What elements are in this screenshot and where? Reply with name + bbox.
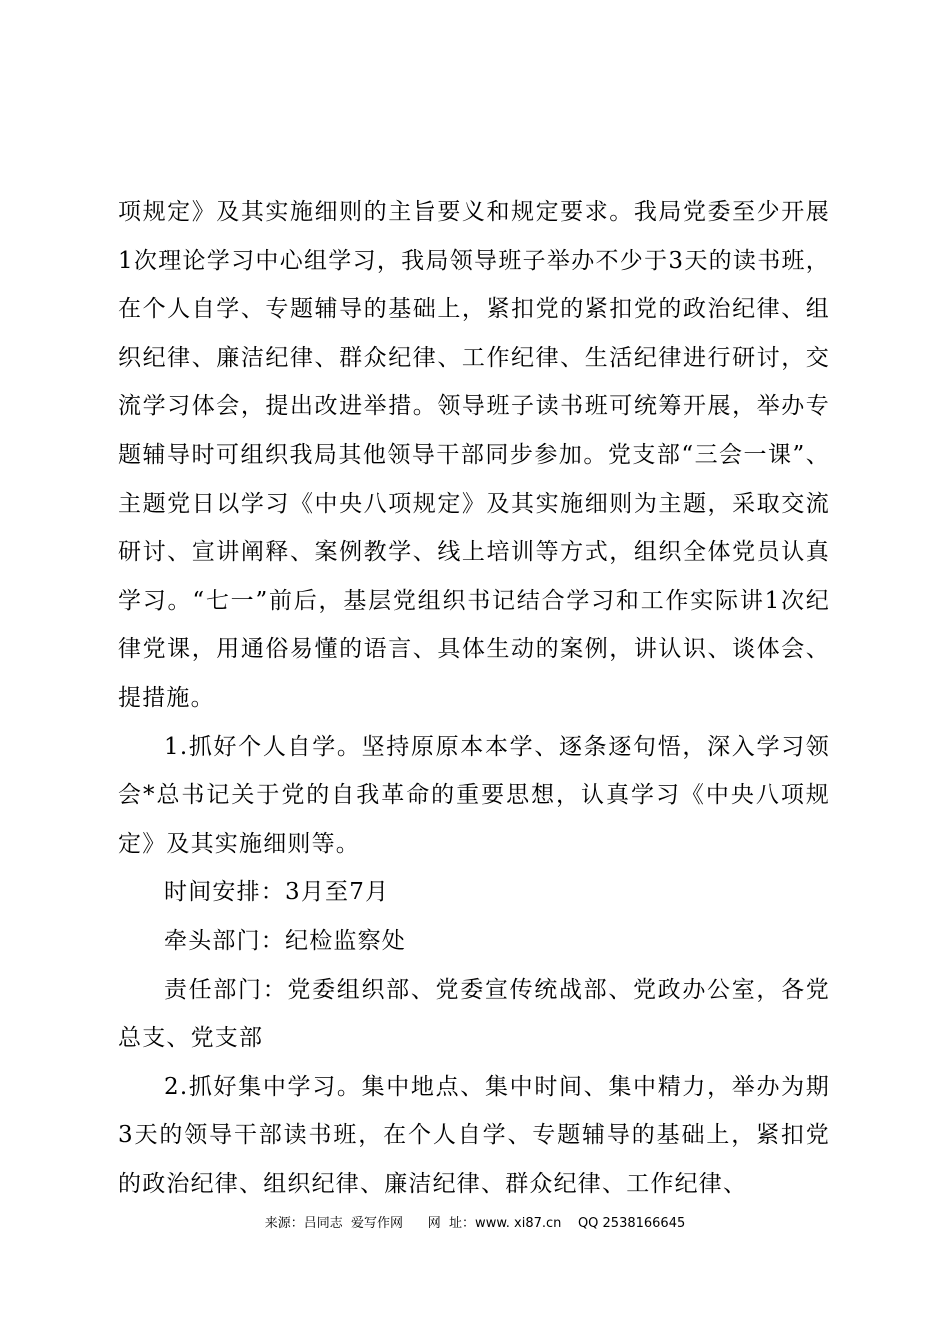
footer-website: 网 址：www. xi87.cn: [427, 1216, 562, 1231]
page-footer: [0, 1212, 950, 1231]
paragraph-continuation: 项规定》及其实施细则的主旨要义和规定要求。我局党委至少开展1次理论学习中心组学习，我局领导班子举办不少于3天的读书班，在个人自学、专题辅导的基础上，紧扣党的紧扣党的政治纪律、组织纪律、廉洁纪律、群众纪律、工作纪律、生活纪律进行研讨，交流学习体会，提出改进举措。领导班子读书班可统筹开展，举办专题辅导时可组织我局其他领导干部同步参加。党支部“三会一课”、主题党日以学习《中央八项规定》及其实施细则为主题，采取交流研讨、宣讲阐释、案例教学、线上培训等方式，组织全体党员认真学习。“七一”前后，基层党组织书记结合学习和工作实际讲1次纪律党课，用通俗易懂的语言、具体生动的案例，讲认识、谈体会、提措施。: [118, 199, 830, 711]
paragraph-self-study: 1.抓好个人自学。坚持原原本本学、逐条逐句悟，深入学习领会*总书记关于党的自我革命的重要思想，认真学习《中央八项规定》及其实施细则等。: [118, 733, 830, 857]
paragraph-responsible-departments: 责任部门：党委组织部、党委宣传统战部、党政办公室，各党总支、党支部: [118, 976, 830, 1052]
document-body: [118, 188, 830, 1208]
paragraph-group-study: 2.抓好集中学习。集中地点、集中时间、集中精力，举办为期3天的领导干部读书班，在个人自学、专题辅导的基础上，紧扣党的政治纪律、组织纪律、廉洁纪律、群众纪律、工作纪律、: [118, 1073, 830, 1197]
footer-source: 来源：吕同志 爱写作网: [264, 1216, 403, 1231]
paragraph-schedule: 时间安排：3月至7月: [164, 879, 390, 906]
footer-qq: QQ 2538166645: [577, 1216, 686, 1231]
paragraph-lead-department: 牵头部门：纪检监察处: [164, 927, 406, 954]
